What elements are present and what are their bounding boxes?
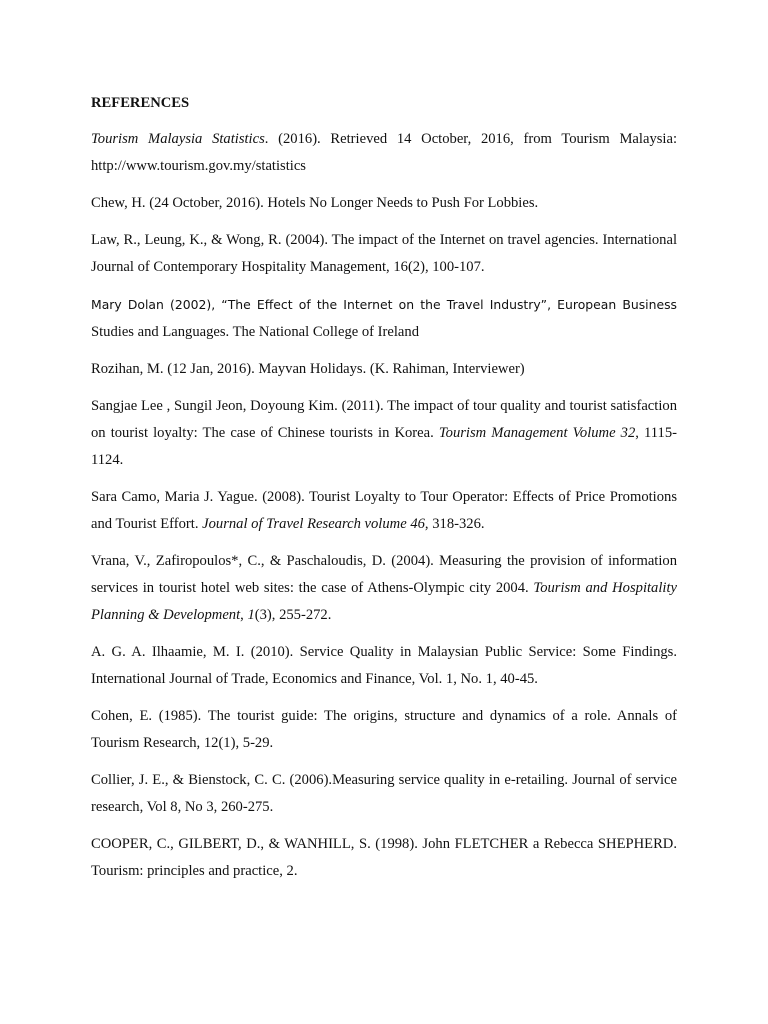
reference-entry bbox=[91, 767, 677, 821]
reference-text: Tourism and Hospitality Planning & Development bbox=[91, 580, 677, 623]
reference-entry bbox=[91, 190, 677, 217]
reference-text: Mary Dolan (2002), “The Effect of the Internet on the Travel Industry”, European Business bbox=[91, 297, 677, 312]
reference-entry bbox=[91, 703, 677, 757]
reference-text: Rozihan, M. (12 Jan, 2016). Mayvan Holidays. (K. Rahiman, Interviewer) bbox=[91, 361, 525, 377]
reference-text: Sara Camo, Maria J. Yague. (2008). Tourist Loyalty to Tour Operator: Effects of Price Promotions and Tourist Effort. bbox=[91, 489, 677, 532]
reference-text: 1 bbox=[247, 607, 255, 623]
reference-entry bbox=[91, 291, 677, 346]
reference-text: Cohen, E. (1985). The tourist guide: The origins, structure and dynamics of a role. Annals of Tourism Research, 12(1), 5-29. bbox=[91, 708, 677, 751]
reference-text: Journal of Travel Research volume 46 bbox=[202, 516, 425, 532]
reference-list bbox=[91, 126, 677, 885]
reference-text: , bbox=[240, 607, 248, 623]
reference-entry bbox=[91, 484, 677, 538]
references-heading: REFERENCES bbox=[91, 95, 190, 111]
reference-text: Chew, H. (24 October, 2016). Hotels No Longer Needs to Push For Lobbies. bbox=[91, 195, 539, 211]
reference-entry bbox=[91, 639, 677, 693]
reference-text: Studies and Languages. The National College of Ireland bbox=[91, 324, 419, 340]
reference-text: Law, R., Leung, K., & Wong, R. (2004). The impact of the Internet on travel agencies. International Journal of Contemporary Hospitality Management, 16(2), 100-107. bbox=[91, 232, 677, 275]
reference-text: Tourism Malaysia Statistics bbox=[91, 131, 265, 147]
reference-text: (3), 255-272. bbox=[254, 607, 332, 623]
reference-text: COOPER, C., GILBERT, D., & WANHILL, S. (1998). John FLETCHER a Rebecca SHEPHERD. Tourism: principles and practice, 2. bbox=[91, 836, 677, 879]
reference-entry bbox=[91, 356, 677, 383]
reference-text: Tourism Management Volume 32 bbox=[438, 425, 636, 441]
reference-text: Collier, J. E., & Bienstock, C. C. (2006).Measuring service quality in e-retailing. Journal of service research, Vol 8, No 3, 260-275. bbox=[91, 772, 677, 815]
reference-entry bbox=[91, 831, 677, 885]
reference-entry bbox=[91, 227, 677, 281]
reference-text: , 1115-1124. bbox=[91, 425, 677, 468]
reference-entry bbox=[91, 548, 677, 629]
reference-text: . (2016). Retrieved 14 October, 2016, from Tourism Malaysia: http://www.tourism.gov.my/statistics bbox=[91, 131, 678, 174]
reference-text: A. G. A. Ilhaamie, M. I. (2010). Service Quality in Malaysian Public Service: Some Findings. International Journal of Trade, Economics and Finance, Vol. 1, No. 1, 40-45. bbox=[91, 644, 677, 687]
reference-text: Vrana, V., Zafiropoulos*, C., & Paschaloudis, D. (2004). Measuring the provision of information services in tourist hotel web sites: the case of Athens-Olympic city 2004. bbox=[91, 553, 677, 596]
reference-entry bbox=[91, 126, 677, 180]
document-page bbox=[91, 90, 677, 895]
reference-text: , 318-326. bbox=[424, 516, 485, 532]
reference-text: Sangjae Lee , Sungil Jeon, Doyoung Kim. (2011). The impact of tour quality and tourist satisfaction on tourist loyalty: The case of Chinese tourists in Korea. bbox=[91, 398, 677, 441]
reference-entry bbox=[91, 393, 677, 474]
